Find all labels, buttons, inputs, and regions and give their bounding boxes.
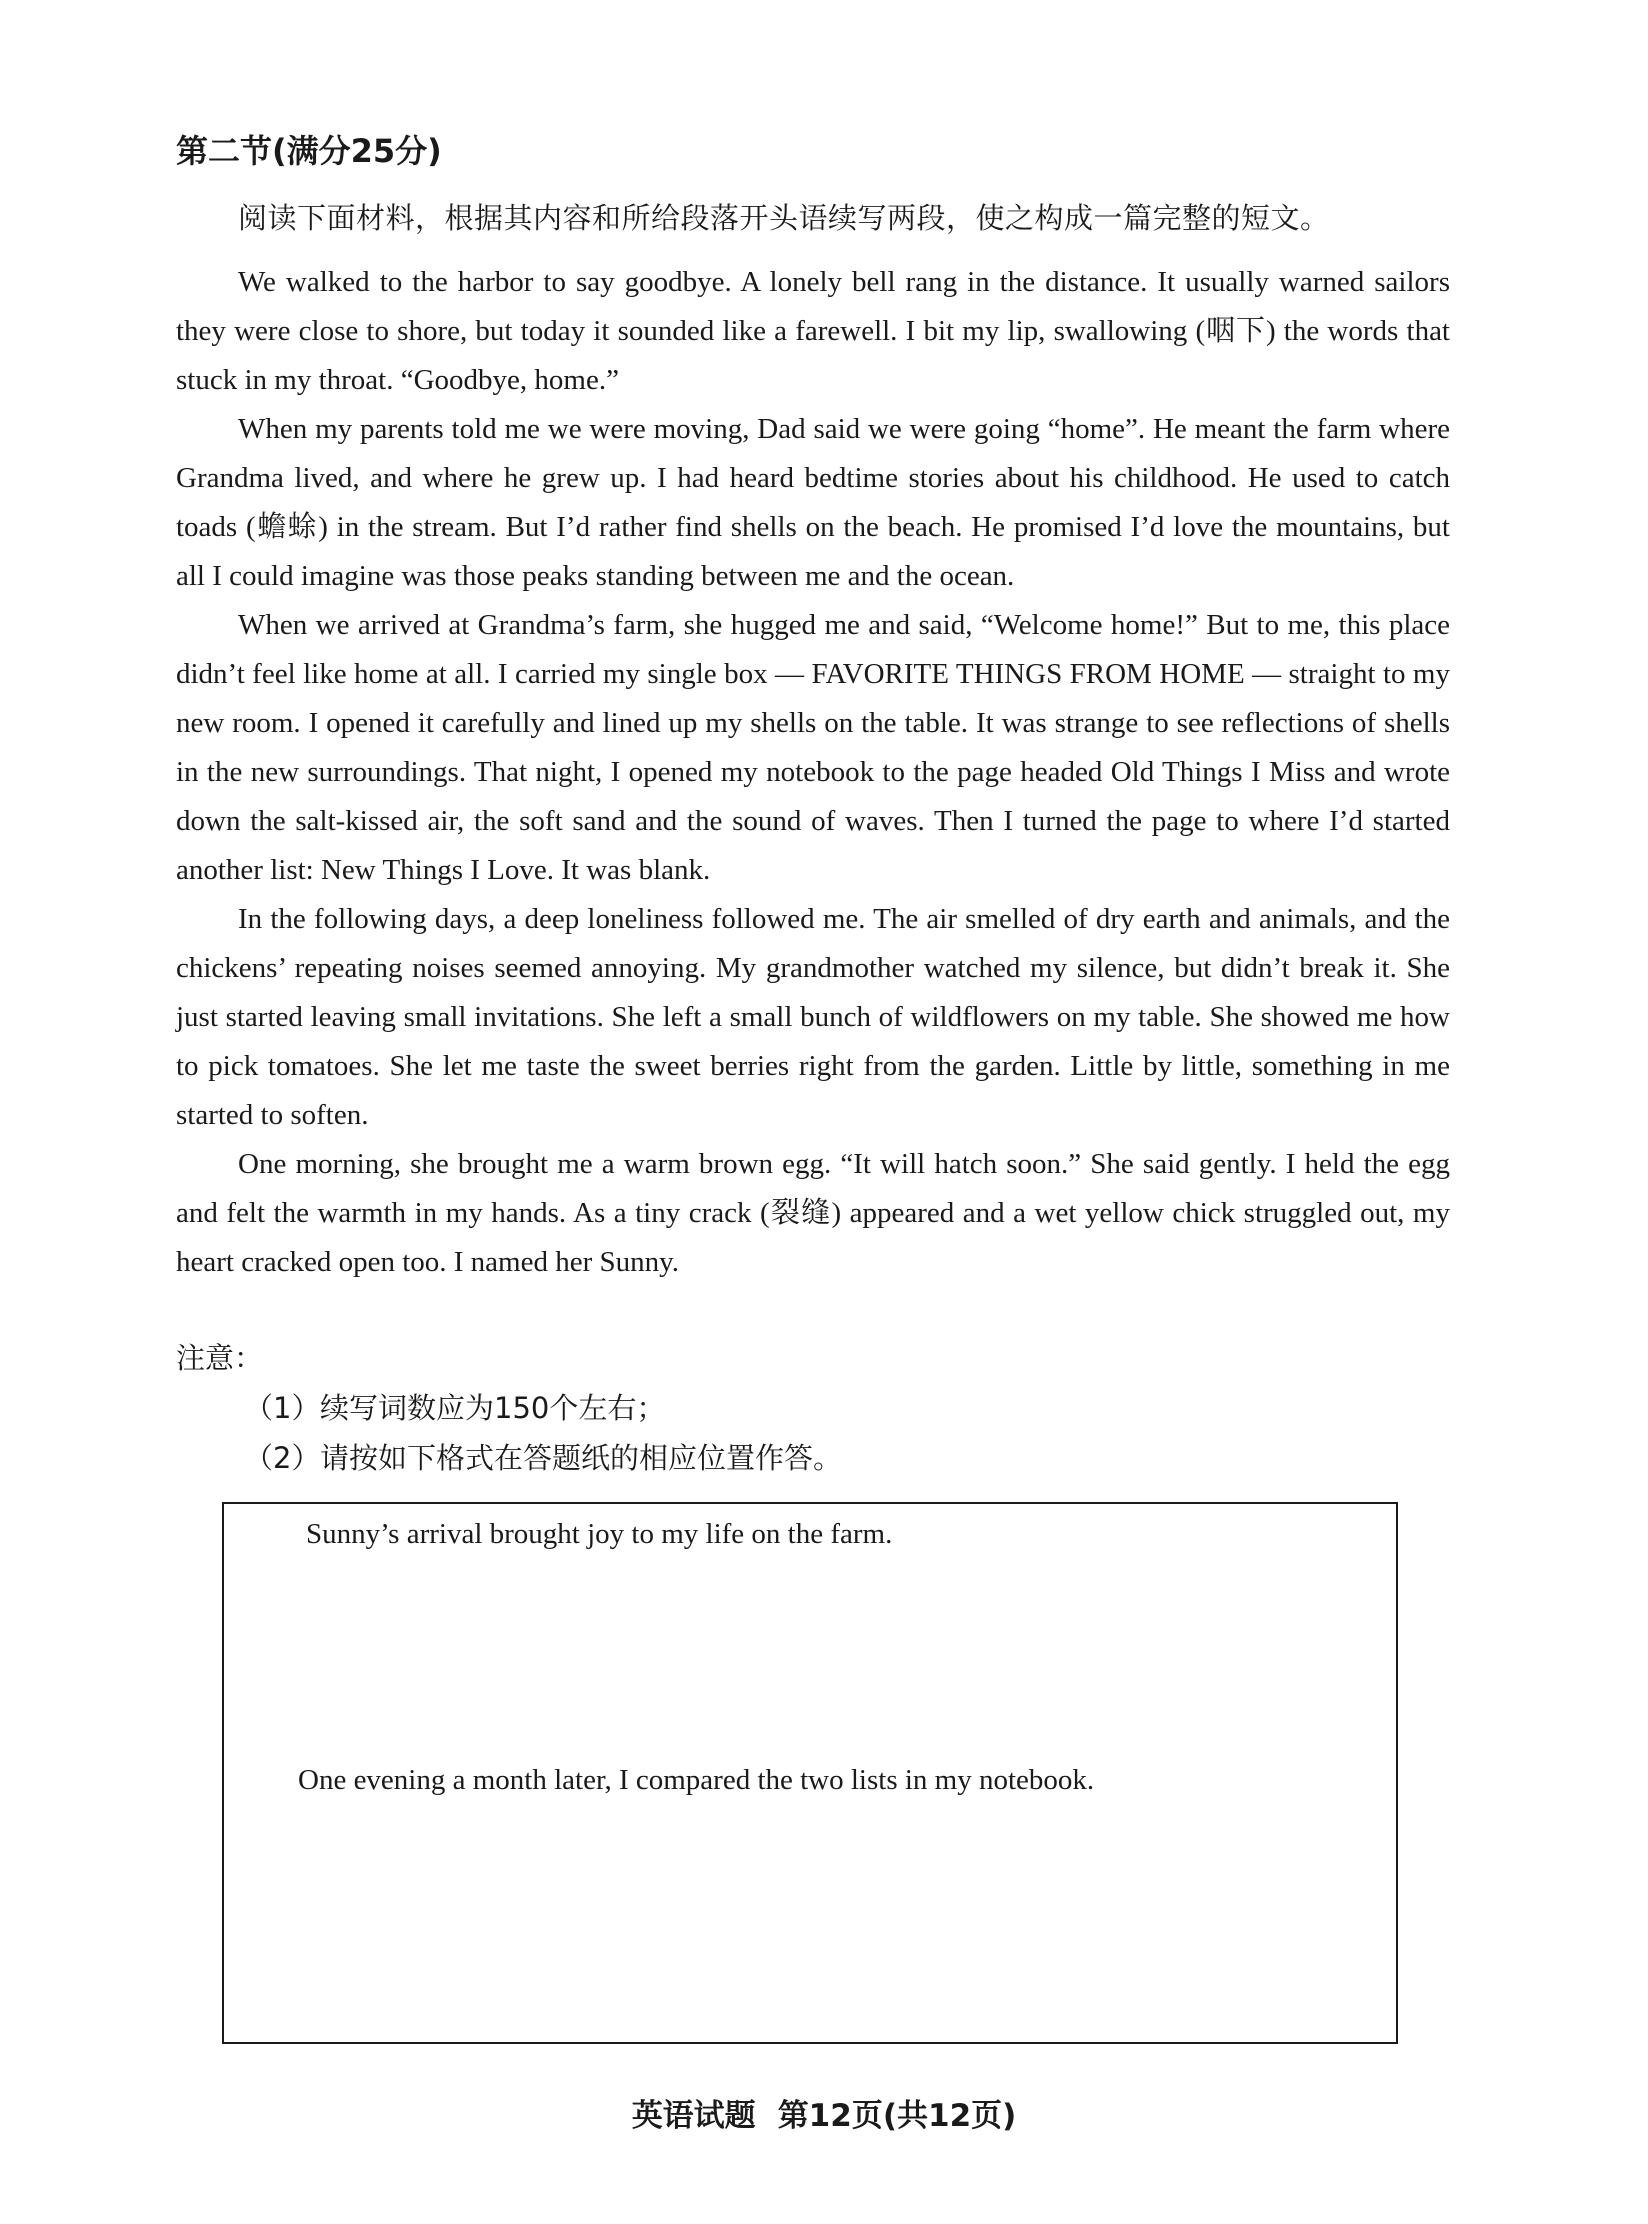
answer-box[interactable] bbox=[222, 1502, 1398, 2044]
passage-paragraph: One morning, she brought me a warm brown egg. “It will hatch soon.” She said gently. I held the egg and felt the warmth in my hands. As a tiny crack (裂缝) appeared and a wet yellow chick struggled out, my heart cracked open too. I named her Sunny. bbox=[176, 1148, 1450, 1278]
page-footer bbox=[0, 2090, 1648, 2135]
instruction-text: 阅读下面材料，根据其内容和所给段落开头语续写两段，使之构成一篇完整的短文。 bbox=[238, 201, 1330, 235]
note-text: 续写词数应为150个左右； bbox=[320, 1391, 666, 1425]
section-title: 第二节(满分25分) bbox=[176, 132, 442, 170]
notes-title: 注意： bbox=[176, 1341, 264, 1375]
note-number: （1） bbox=[244, 1391, 321, 1425]
passage-paragraph: When my parents told me we were moving, Dad said we were going “home”. He meant the farm where Grandma lived, and where he grew up. I had heard bedtime stories about his childhood. He used to catch toads (蟾蜍) in the stream. But I’d rather find shells on the beach. He promised I’d love the mountains, but all I could imagine was those peaks standing between me and the ocean. bbox=[176, 413, 1450, 592]
footer-subject: 英语试题 bbox=[631, 2098, 756, 2134]
footer-page-info: 第12页(共12页) bbox=[777, 2098, 1017, 2134]
passage-paragraph: When we arrived at Grandma’s farm, she hugged me and said, “Welcome home!” But to me, this place didn’t feel like home at all. I carried my single box — FAVORITE THINGS FROM HOME — straight to my new room. I opened it carefully and lined up my shells on the table. It was strange to see reflections of shells in the new surroundings. That night, I opened my notebook to the page headed Old Things I Miss and wrote down the salt-kissed air, the soft sand and the sound of waves. Then I turned the page to where I’d started another list: New Things I Love. It was blank. bbox=[176, 609, 1450, 886]
note-number: （2） bbox=[244, 1441, 321, 1475]
paragraph-1-opening: Sunny’s arrival brought joy to my life on the farm. bbox=[306, 1518, 893, 1550]
note-text: 请按如下格式在答题纸的相应位置作答。 bbox=[320, 1441, 843, 1475]
passage-paragraph: In the following days, a deep loneliness followed me. The air smelled of dry earth and animals, and the chickens’ repeating noises seemed annoying. My grandmother watched my silence, but didn’t break it. She just started leaving small invitations. She left a small bunch of wildflowers on my table. She showed me how to pick tomatoes. She let me taste the sweet berries right from the garden. Little by little, something in me started to soften. bbox=[176, 903, 1450, 1131]
note-item bbox=[244, 1386, 665, 1427]
paragraph-2-opening: One evening a month later, I compared the two lists in my notebook. bbox=[298, 1764, 1095, 1796]
reading-passage bbox=[176, 258, 1450, 1287]
passage-paragraph: We walked to the harbor to say goodbye. A lonely bell rang in the distance. It usually warned sailors they were close to shore, but today it sounded like a farewell. I bit my lip, swallowing (咽下) the words that stuck in my throat. “Goodbye, home.” bbox=[176, 266, 1450, 396]
note-item bbox=[244, 1436, 842, 1477]
